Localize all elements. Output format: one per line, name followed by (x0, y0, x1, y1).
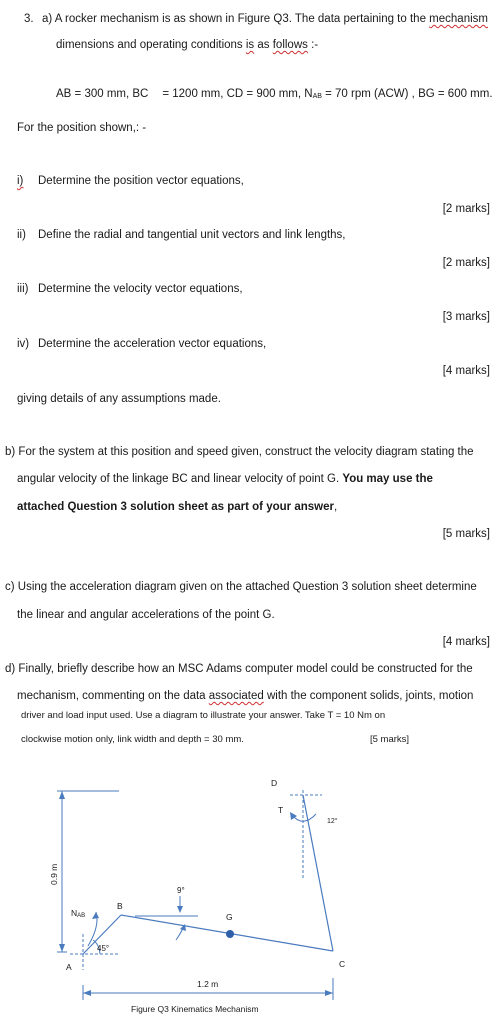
part-d-associated-word: associated (208, 690, 264, 702)
question-number: 3. (24, 13, 34, 25)
part-c-line-2: the linear and angular accelerations of the point G. (17, 609, 275, 621)
label-angle-12: 12° (327, 818, 338, 825)
part-d-line-2-end: with the component solids, joints, motion (263, 690, 474, 702)
label-nab-main: N (71, 908, 78, 918)
intro-is-word: is (245, 39, 255, 51)
part-d-marks: [5 marks] (370, 734, 410, 745)
part-3-marks: [3 marks] (442, 311, 490, 323)
part-3-number: iii) (17, 283, 29, 295)
label-a: A (66, 962, 72, 972)
intro-end: :- (307, 39, 319, 51)
height-arrowhead-top (59, 791, 65, 799)
part-b-line-1: b) For the system at this position and speed given, construct the velocity diagram stating the (5, 446, 474, 458)
figure-caption: Figure Q3 Kinematics Mechanism (131, 1004, 259, 1014)
label-c: C (339, 959, 346, 969)
part-c-line-1: c) Using the acceleration diagram given on the attached Question 3 solution sheet determine (5, 581, 477, 593)
intro-text: a) A rocker mechanism is as shown in Figure Q3. The data pertaining to the (42, 13, 426, 25)
part-d-line-3: driver and load input used. Use a diagram to illustrate your answer. Take T = 10 Nm on (21, 710, 386, 721)
part-b-line-3-end: , (333, 501, 338, 513)
label-width: 1.2 m (197, 979, 219, 989)
data-rest: = 70 rpm (ACW) , BG = 600 mm. (321, 88, 493, 100)
nab-arrowhead (92, 912, 99, 919)
data-ab: AB = 300 mm, BC (56, 88, 149, 100)
point-g-marker (226, 930, 234, 938)
height-arrowhead-bottom (59, 944, 65, 952)
label-t: T (278, 805, 284, 815)
torque-arc (292, 814, 316, 821)
part-b-marks: [5 marks] (442, 528, 490, 540)
intro-mechanism-word: mechanism (429, 13, 488, 25)
part-1-text: Determine the position vector equations, (38, 175, 244, 187)
part-d-line-2-text: mechanism, commenting on the data (17, 690, 209, 702)
label-angle-9: 9° (177, 886, 185, 895)
label-nab-sub: AB (77, 913, 86, 919)
label-g: G (226, 912, 233, 922)
intro-follows-word: follows (272, 39, 308, 51)
part-1-marks: [2 marks] (442, 203, 490, 215)
part-3-text: Determine the velocity vector equations, (38, 283, 243, 295)
part-4-text: Determine the acceleration vector equations, (38, 338, 267, 350)
part-4-number: iv) (17, 338, 30, 350)
part-d-line-1: d) Finally, briefly describe how an MSC Adams computer model could be constructed for the (5, 663, 473, 675)
data-bc: = 1200 mm, CD = 900 mm, N (162, 88, 313, 100)
part-d-line-4: clockwise motion only, link width and depth = 30 mm. (21, 734, 244, 745)
label-d: D (271, 778, 278, 788)
part-b-line-2-bold: You may use the (342, 473, 433, 485)
width-arrowhead-right (325, 990, 333, 996)
intro-as-word: as (254, 39, 273, 51)
width-arrowhead-left (83, 990, 91, 996)
position-text: For the position shown,: - (17, 122, 147, 134)
label-b: B (117, 901, 123, 911)
label-height: 0.9 m (49, 863, 59, 885)
part-c-marks: [4 marks] (442, 636, 490, 648)
intro-text-2: dimensions and operating conditions (56, 39, 246, 51)
label-angle-45: 45° (97, 944, 110, 953)
part-4-marks: [4 marks] (442, 365, 490, 377)
part-b-line-2-text: angular velocity of the linkage BC and linear velocity of point G. (17, 473, 343, 485)
data-nab-sub: AB (312, 93, 322, 100)
angle-9-arrowhead (177, 906, 183, 913)
label-nab (71, 908, 85, 919)
part-2-number: ii) (17, 229, 26, 241)
part-b-line-3-bold: attached Question 3 solution sheet as part of your answer (17, 501, 334, 513)
part-2-marks: [2 marks] (442, 257, 490, 269)
part-1-number: i) (17, 175, 24, 187)
assumptions-text: giving details of any assumptions made. (17, 393, 221, 405)
part-2-text: Define the radial and tangential unit vectors and link lengths, (38, 229, 346, 241)
